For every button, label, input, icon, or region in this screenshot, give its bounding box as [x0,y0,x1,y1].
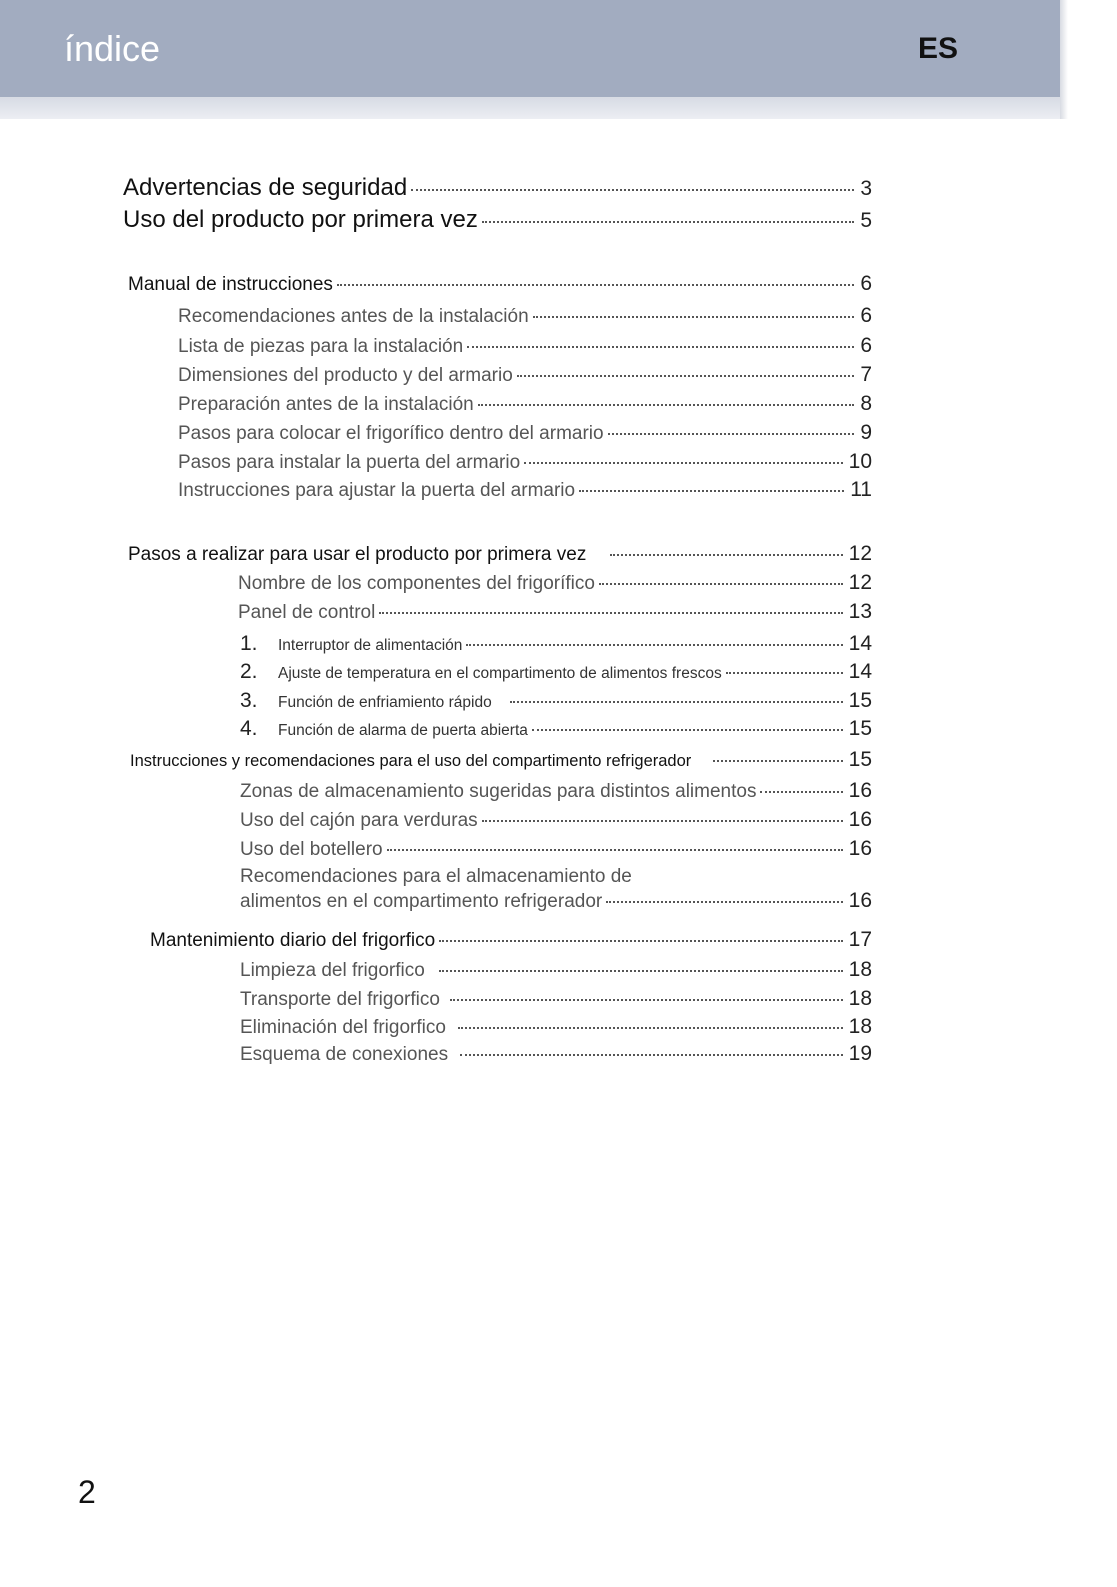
dot-leader [439,970,843,972]
toc-entry [240,958,872,982]
item-number: 1. [240,632,258,655]
toc-page-number: 12 [848,542,872,565]
toc-page-number: 8 [860,392,872,415]
dot-leader [467,346,854,348]
toc-page-number: 6 [860,272,872,295]
dot-leader [524,462,842,464]
toc-entry [178,304,872,328]
dot-leader [387,849,843,851]
toc-entry [178,334,872,358]
toc-page-number: 14 [848,660,872,683]
toc-entry-text: Manual de instrucciones [128,274,333,295]
dot-leader [726,672,843,674]
toc-page-number: 16 [848,808,872,831]
toc-page-number: 18 [848,1015,872,1038]
toc-entry-text: Uso del cajón para verduras [240,810,478,831]
toc-entry-text-line2: alimentos en el compartimento refrigerador [240,891,603,912]
toc-entry-first-use [123,206,872,234]
toc-page-number: 16 [848,837,872,860]
header-shadow [1060,0,1068,119]
toc-entry-text: Pasos a realizar para usar el producto por primera vez [128,544,587,565]
toc-entry-text: Uso del producto por primera vez [123,206,478,233]
toc-entry [240,1015,872,1039]
language-code: ES [918,32,959,65]
toc-page-number: 6 [860,304,872,327]
toc-numbered-entry [240,717,872,741]
dot-leader [466,644,842,646]
dot-leader [458,1027,843,1029]
toc-page-number: 18 [848,987,872,1010]
toc-entry [238,571,872,595]
toc-entry-text: Transporte del frigorfico [240,989,440,1010]
toc-page-number: 13 [848,600,872,623]
dot-leader [460,1054,843,1056]
toc-entry-text: Instrucciones para ajustar la puerta del armario [178,480,576,501]
footer-page-number: 2 [78,1474,96,1510]
toc-entry-text: Eliminación del frigorfico [240,1017,446,1038]
toc-entry [178,450,872,474]
toc-entry-text: Instrucciones y recomendaciones para el uso del compartimento refrigerador [130,752,692,770]
toc-page-number: 16 [848,889,872,912]
dot-leader [713,760,842,762]
toc-heading-fridge-use [130,748,872,772]
toc-entry-text: Esquema de conexiones [240,1044,449,1065]
toc-numbered-entry [240,689,872,713]
toc-entry-text-line1: Recomendaciones para el almacenamiento de [240,866,632,887]
toc-entry [240,779,872,803]
toc-entry-text: Función de enfriamiento rápido [278,694,492,711]
toc-entry-text: Preparación antes de la instalación [178,394,474,415]
toc-page-number: 17 [848,928,872,951]
toc-entry [240,837,872,861]
toc-heading-manual [128,272,872,296]
toc-page-number: 6 [860,334,872,357]
toc-entry-text: Recomendaciones antes de la instalación [178,306,529,327]
toc-entry [240,987,872,1011]
dot-leader [533,316,855,318]
toc-entry-text: Pasos para colocar el frigorífico dentro del armario [178,423,604,444]
toc-page-number: 15 [848,689,872,712]
toc-entry-text: Uso del botellero [240,839,383,860]
toc-entry-text: Advertencias de seguridad [123,174,408,201]
toc-heading-first-use-steps [128,542,872,566]
toc-page-number: 18 [848,958,872,981]
toc-entry [178,478,872,502]
header-strip [0,97,1060,119]
toc-page-number: 15 [848,717,872,740]
toc-entry-text: Dimensiones del producto y del armario [178,365,513,386]
dot-leader [517,375,855,377]
toc-entry [240,1042,872,1066]
toc-entry-text: Función de alarma de puerta abierta [278,722,528,739]
toc-entry [238,600,872,624]
toc-page-number: 19 [848,1042,872,1065]
toc-entry [178,363,872,387]
dot-leader [760,791,842,793]
toc-entry [240,808,872,832]
dot-leader [478,404,855,406]
toc-page-number: 5 [860,209,872,232]
toc-entry-line2 [240,889,872,913]
toc-entry-multiline [240,866,872,913]
toc-page-number: 9 [860,421,872,444]
toc-page-number: 15 [848,748,872,771]
dot-leader [599,583,843,585]
dot-leader [482,820,843,822]
dot-leader [450,999,843,1001]
item-number: 3. [240,689,258,712]
toc-page-number: 3 [860,177,872,200]
toc-entry [178,421,872,445]
dot-leader [606,901,842,903]
dot-leader [608,433,855,435]
toc-entry [178,392,872,416]
toc-page-number: 7 [860,363,872,386]
toc-page-number: 16 [848,779,872,802]
toc-entry-text: Nombre de los componentes del frigorífico [238,573,595,594]
dot-leader [532,729,843,731]
dot-leader [610,554,842,556]
toc-entry-text: Interruptor de alimentación [278,637,463,654]
dot-leader [411,189,854,191]
dot-leader [579,490,844,492]
dot-leader [510,701,843,703]
dot-leader [379,612,842,614]
toc-page-number: 11 [850,478,872,501]
toc-entry-text: Mantenimiento diario del frigorfico [150,930,436,951]
toc-numbered-entry [240,632,872,656]
dot-leader [482,221,854,223]
toc-entry-text: Ajuste de temperatura en el compartimento de alimentos frescos [278,665,722,682]
toc-page-number: 10 [848,450,872,473]
toc-entry-safety [123,174,872,202]
toc-entry-text: Panel de control [238,602,376,623]
toc-entry-text: Zonas de almacenamiento sugeridas para distintos alimentos [240,781,757,802]
page-title: índice [64,28,161,69]
toc-entry-text: Lista de piezas para la instalación [178,336,464,357]
item-number: 4. [240,717,258,740]
toc-page-number: 12 [848,571,872,594]
toc-heading-maintenance [150,928,872,952]
dot-leader [337,284,854,286]
toc-page-number: 14 [848,632,872,655]
toc-entry-text: Pasos para instalar la puerta del armario [178,452,521,473]
toc-entry-text: Limpieza del frigorfico [240,960,425,981]
toc-numbered-entry [240,660,872,684]
item-number: 2. [240,660,258,683]
dot-leader [439,940,843,942]
